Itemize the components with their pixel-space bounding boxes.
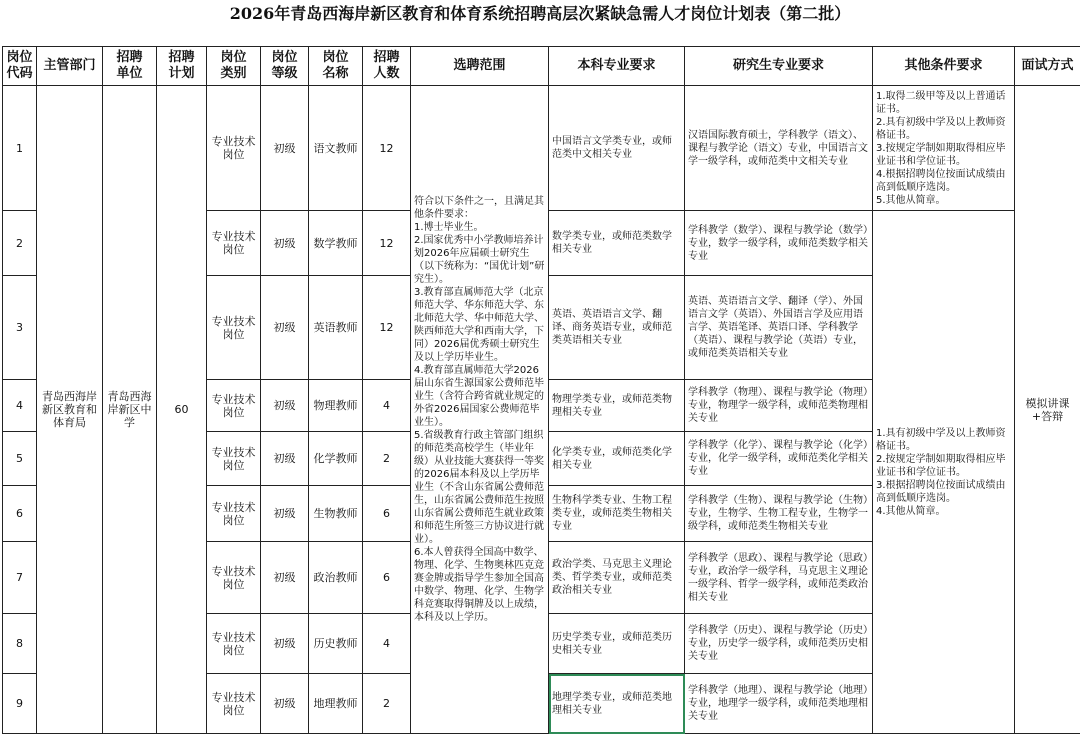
cell-position-name[interactable]: 物理教师 bbox=[309, 380, 363, 432]
cell-count[interactable]: 2 bbox=[363, 674, 411, 734]
table-row bbox=[3, 86, 1080, 211]
cell-category[interactable]: 专业技术岗位 bbox=[207, 674, 261, 734]
cell-undergrad[interactable]: 中国语言文学类专业，或师范类中文相关专业 bbox=[549, 86, 685, 211]
cell-level[interactable]: 初级 bbox=[261, 432, 309, 486]
cell-code[interactable]: 3 bbox=[3, 276, 37, 380]
cell-code[interactable]: 4 bbox=[3, 380, 37, 432]
cell-position-name[interactable]: 化学教师 bbox=[309, 432, 363, 486]
header-interview: 面试方式 bbox=[1015, 47, 1080, 86]
cell-count[interactable]: 6 bbox=[363, 542, 411, 614]
cell-undergrad[interactable]: 物理学类专业，或师范类物理相关专业 bbox=[549, 380, 685, 432]
cell-other-conditions[interactable]: 1.具有初级中学及以上教师资格证书。 2.按规定学制如期取得相应毕业证书和学位证书。 3.根据招聘岗位按面试成绩由高到低顺序选岗。 4.其他从简章。 bbox=[873, 211, 1015, 734]
cell-undergrad[interactable]: 历史学类专业，或师范类历史相关专业 bbox=[549, 614, 685, 674]
cell-count[interactable]: 12 bbox=[363, 211, 411, 276]
cell-dept[interactable]: 青岛西海岸新区教育和体育局 bbox=[37, 86, 103, 734]
header-dept: 主管部门 bbox=[37, 47, 103, 86]
cell-undergrad[interactable]: 政治学类、马克思主义理论类、哲学类专业，或师范类政治相关专业 bbox=[549, 542, 685, 614]
header-grad: 研究生专业要求 bbox=[685, 47, 873, 86]
cell-grad[interactable]: 学科教学（生物）、课程与教学论（生物）专业，生物学、生物工程专业，生物学一级学科，或师范类生物相关专业 bbox=[685, 486, 873, 542]
header-code: 岗位 代码 bbox=[3, 47, 37, 86]
header-other: 其他条件要求 bbox=[873, 47, 1015, 86]
cell-code[interactable]: 2 bbox=[3, 211, 37, 276]
cell-category[interactable]: 专业技术岗位 bbox=[207, 276, 261, 380]
cell-grad[interactable]: 学科教学（化学）、课程与教学论（化学）专业，化学一级学科，或师范类化学相关专业 bbox=[685, 432, 873, 486]
cell-undergrad[interactable]: 化学类专业，或师范类化学相关专业 bbox=[549, 432, 685, 486]
cell-interview[interactable]: 模拟讲课+答辩 bbox=[1015, 86, 1080, 734]
cell-code[interactable]: 8 bbox=[3, 614, 37, 674]
header-unit: 招聘 单位 bbox=[103, 47, 157, 86]
cell-level[interactable]: 初级 bbox=[261, 211, 309, 276]
cell-grad[interactable]: 学科教学（地理）、课程与教学论（地理）专业，地理学一级学科，或师范类地理相关专业 bbox=[685, 674, 873, 734]
job-plan-table bbox=[2, 46, 1080, 734]
cell-level[interactable]: 初级 bbox=[261, 614, 309, 674]
header-name: 岗位 名称 bbox=[309, 47, 363, 86]
cell-count[interactable]: 4 bbox=[363, 614, 411, 674]
cell-level[interactable]: 初级 bbox=[261, 86, 309, 211]
cell-position-name[interactable]: 政治教师 bbox=[309, 542, 363, 614]
cell-undergrad[interactable]: 数学类专业，或师范类数学相关专业 bbox=[549, 211, 685, 276]
cell-count[interactable]: 6 bbox=[363, 486, 411, 542]
cell-category[interactable]: 专业技术岗位 bbox=[207, 432, 261, 486]
cell-category[interactable]: 专业技术岗位 bbox=[207, 614, 261, 674]
cell-level[interactable]: 初级 bbox=[261, 486, 309, 542]
cell-code[interactable]: 7 bbox=[3, 542, 37, 614]
cell-category[interactable]: 专业技术岗位 bbox=[207, 380, 261, 432]
cell-position-name[interactable]: 生物教师 bbox=[309, 486, 363, 542]
cell-count[interactable]: 2 bbox=[363, 432, 411, 486]
cell-category[interactable]: 专业技术岗位 bbox=[207, 211, 261, 276]
cell-count[interactable]: 12 bbox=[363, 276, 411, 380]
cell-code[interactable]: 6 bbox=[3, 486, 37, 542]
header-undergrad: 本科专业要求 bbox=[549, 47, 685, 86]
header-scope: 选聘范围 bbox=[411, 47, 549, 86]
page-title: 2026年青岛西海岸新区教育和体育系统招聘高层次紧缺急需人才岗位计划表（第二批） bbox=[229, 4, 851, 23]
cell-grad[interactable]: 学科教学（思政）、课程与教学论（思政）专业，政治学一级学科，马克思主义理论一级学科、哲学一级学科，或师范类政治相关专业 bbox=[685, 542, 873, 614]
cell-grad[interactable]: 学科教学（数学）、课程与教学论（数学）专业，数学一级学科，或师范类数学相关专业 bbox=[685, 211, 873, 276]
cell-code[interactable]: 5 bbox=[3, 432, 37, 486]
cell-level[interactable]: 初级 bbox=[261, 542, 309, 614]
cell-category[interactable]: 专业技术岗位 bbox=[207, 86, 261, 211]
cell-other-conditions[interactable]: 1.取得二级甲等及以上普通话证书。 2.具有初级中学及以上教师资格证书。 3.按规定学制如期取得相应毕业证书和学位证书。 4.根据招聘岗位按面试成绩由高到低顺序选岗。 5.其他从简章。 bbox=[873, 86, 1015, 211]
cell-grad[interactable]: 学科教学（物理）、课程与教学论（物理）专业，物理学一级学科，或师范类物理相关专业 bbox=[685, 380, 873, 432]
cell-position-name[interactable]: 语文教师 bbox=[309, 86, 363, 211]
cell-level[interactable]: 初级 bbox=[261, 276, 309, 380]
header-count: 招聘 人数 bbox=[363, 47, 411, 86]
cell-grad[interactable]: 汉语国际教育硕士，学科教学（语文）、课程与教学论（语文）专业，中国语言文学一级学科，或师范类中文相关专业 bbox=[685, 86, 873, 211]
cell-position-name[interactable]: 数学教师 bbox=[309, 211, 363, 276]
cell-code[interactable]: 9 bbox=[3, 674, 37, 734]
cell-grad[interactable]: 学科教学（历史）、课程与教学论（历史）专业，历史学一级学科，或师范类历史相关专业 bbox=[685, 614, 873, 674]
cell-undergrad[interactable]: 英语、英语语言文学、翻译、商务英语专业，或师范类英语相关专业 bbox=[549, 276, 685, 380]
header-plan: 招聘 计划 bbox=[157, 47, 207, 86]
cell-undergrad[interactable]: 生物科学类专业、生物工程类专业，或师范类生物相关专业 bbox=[549, 486, 685, 542]
cell-count[interactable]: 4 bbox=[363, 380, 411, 432]
header-row bbox=[3, 47, 1080, 86]
cell-scope[interactable]: 符合以下条件之一，且满足其他条件要求： 1.博士毕业生。 2.国家优秀中小学教师培养计划2026年应届硕士研究生（以下统称为：“国优计划”研究生）。 3.教育部直属师范大学（北京师范大学、华东师范大学、东北师范大学、华中师范大学、陕西师范大学和西南大学，下同）2026届优秀硕士研究生及以上学历毕业生。 4.教育部直属师范大学2026届山东省生源国家公费师范毕业生（含符合跨省就业规定的外省2026届国家公费师范毕业生）。 5.省级教育行政主管部门组织的师范类高校学生（毕业年级）从业技能大赛获得一等奖的2026届本科及以上学历毕业生（不含山东省属公费师范生，山东省属公费师范生按照山东省属公费师范生就业政策和师范生所签三方协议进行就业）。 6.本人曾获得全国高中数学、物理、化学、生物奥林匹克竞赛金牌或指导学生参加全国高中数学、物理、化学、生物学科竞赛取得铜牌及以上成绩，本科及以上学历。 bbox=[411, 86, 549, 734]
cell-position-name[interactable]: 地理教师 bbox=[309, 674, 363, 734]
header-category: 岗位 类别 bbox=[207, 47, 261, 86]
cell-level[interactable]: 初级 bbox=[261, 674, 309, 734]
cell-plan[interactable]: 60 bbox=[157, 86, 207, 734]
cell-code[interactable]: 1 bbox=[3, 86, 37, 211]
cell-position-name[interactable]: 英语教师 bbox=[309, 276, 363, 380]
cell-grad[interactable]: 英语、英语语言文学、翻译（学）、外国语言文学（英语）、外国语言学及应用语言学、英语笔译、英语口译、学科教学（英语）、课程与教学论（英语）专业，或师范类英语相关专业 bbox=[685, 276, 873, 380]
header-level: 岗位 等级 bbox=[261, 47, 309, 86]
cell-category[interactable]: 专业技术岗位 bbox=[207, 542, 261, 614]
cell-undergrad-selected[interactable]: 地理学类专业，或师范类地理相关专业 bbox=[549, 674, 685, 734]
cell-position-name[interactable]: 历史教师 bbox=[309, 614, 363, 674]
cell-level[interactable]: 初级 bbox=[261, 380, 309, 432]
cell-category[interactable]: 专业技术岗位 bbox=[207, 486, 261, 542]
cell-count[interactable]: 12 bbox=[363, 86, 411, 211]
cell-unit[interactable]: 青岛西海岸新区中学 bbox=[103, 86, 157, 734]
